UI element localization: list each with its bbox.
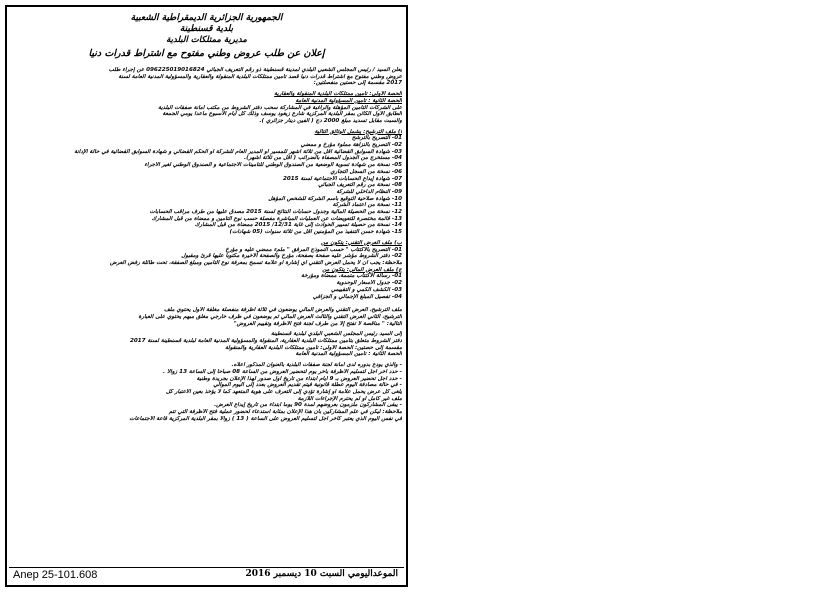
notice-body (11, 67, 402, 422)
line-spacer (11, 300, 402, 307)
body-line: ج) ملف العرض المالي: يتكون من (322, 266, 402, 273)
body-line: يعلن السيد / رئيس المجلس الشعبي البلدي لمدينة قسنطينة ذو رقم التعريف الجبائي 096225019016824 عن إجراء طلب (108, 67, 402, 73)
body-line: إلى السيد رئيس المجلس الشعبي البلدي لبلدية قسنطينة (270, 331, 402, 338)
body-line: 12- نسخة من الحصيلة المالية وجدول حسابات النتائج لسنة 2015 مصدق عليها من طرف مراقب الحسابات (149, 209, 402, 216)
body-line: 02- جدول الأسعار الوحدوية (336, 280, 402, 287)
body-line: 10- شهادة صلاحية التوقيع باسم الشركة للشخص المؤهل (268, 195, 402, 202)
body-line: التالية: " مناقصة لا تفتح إلا من طرف لجنة فتح الأظرفة وتقييم العروض" (233, 320, 402, 327)
body-line: 01- التصريح بالترشح (351, 135, 402, 142)
body-line: - حدد آخر أجل لتسليم الأظرفة بآخر يوم لتحضير العروض من الساعة 08 صباحا إلى الساعة 13 زوالا . (163, 368, 402, 375)
notice-header-municipality: بلدية قسنطينة (179, 24, 234, 34)
body-line: ب) ملف العرض التقني: يتكون من (321, 239, 402, 246)
body-line: 13- قائمة مختصرة للتعويضات عن العمليات المباشرة مفصلة حسب نوع التأمين و ممضاة من قبل المشارك (151, 215, 402, 222)
body-line: في نفس اليوم الذي يعتبر كآخر أجل لتسليم العروض على الساعة ( 13 ) زوالا بمقر البلدية المركزية قاعة الاجتماعات (129, 415, 402, 422)
publication-date: الموعداليومي السبت 10 ديسمبر 2016 (245, 569, 398, 579)
body-line: 01- رسالة الاكتتاب متممة، ممضاة ومؤرخة (301, 273, 402, 280)
body-line: ملف غير كامل أو لم يحترم الإجراءات اللازمة (297, 395, 402, 402)
body-line: 05- نسخة من شهادة تسوية الوضعية من الصندوق الوطني للتأمينات الاجتماعية و الصندوق الوطني لغير الأجراء (144, 162, 402, 169)
body-line: 02- التصريح بالنزاهة مملوء مؤرخ و ممضي (300, 142, 402, 149)
body-line: دفتر الشروط متعلق بتأمين ممتلكات البلدية العقارية، المنقولة والمسؤولية المدنية العامة لبلدية قسنطينة لسنة 2017 (130, 338, 402, 345)
body-line: 2017 مقسمة إلى حصتين منفصلتين: (313, 80, 402, 87)
body-line: الحصة الثانية : تأمين المسؤولية المدنية العامة (295, 97, 402, 104)
body-line: عروض وطني مفتوح مع اشتراط قدرات دنيا قصد تأمين ممتلكات البلدية المنقولة والعقارية والمسؤولية المدنية العامة لسنة (118, 73, 402, 80)
body-line: 03- شهادة السوابق القضائية أقل من ثلاثة أشهر للمسير أو المدير العام للشركة أو الحكم القضائي و شهادة السوابق القضائية في حالة الإدانة (74, 148, 402, 155)
body-line: 07- شهادة إيداع الحسابات الاجتماعية لسنة 2015 (282, 175, 402, 182)
body-line: - في حالة مصادفة اليوم عطلة قانونية فيتم تقديم العروض بعدد إلى اليوم الموالي (213, 382, 402, 389)
body-line: على الشركات التأمين المؤهلة والراغبة في المشاركة سحب دفتر الشروط من مكتب أمانة صفقات البلدية (158, 104, 402, 111)
body-line: الحصة الثانية : تأمين المسؤولية المدنية العامة (295, 351, 402, 358)
anep-reference: Anep 25-101.608 (13, 569, 98, 581)
body-line: - حدد أجل تحضير العروض بـ 9 أيام ابتداء من تاريخ أول صدور لهذا الإعلان بجريدة وطنية (196, 375, 402, 382)
body-line: ملف الترشيح، العرض التقني والعرض المالي يوضعون في ثلاثة أظرفة منفصلة مغلقة الأول يحتوي ملف (163, 307, 402, 314)
notice-title: إعلان عن طلب عروض وطني مفتوح مع اشتراط قدرات دنيا (88, 48, 325, 59)
body-line: 14- نسخة من حصيلة تسيير الحوادث إلى غاية 12/31/ 2015 ممضاة من قبل المشارك (194, 222, 402, 229)
notice-content (11, 13, 402, 563)
body-line: 02- دفتر الشروط مؤشر عليه صفحة بصفحة، مؤرخ والصفحة الأخيرة مكتوبا عليها قرئ ومقبول (181, 253, 402, 260)
body-line: ملاحظة: يجب أن لا يحمل العرض التقني أي إشارة أو علامة تسمح بمعرفة نوع التأمين ومبلغ الصفقة، تحت طائلة رفض العرض (109, 259, 402, 266)
notice-footer (9, 567, 404, 583)
body-line: أ) ملف الترشيح: يشمل الوثائق التالية (314, 128, 402, 135)
body-line: يلغى كل عرض يحمل علامة أو إشارة تؤدي إلى التعرف على هوية المتعهد كما لا يؤخذ بعين الاعتبار كل (165, 388, 402, 395)
body-line: الطابق الأول الكائن بمقر البلدية المركزية شارع زيغود يوسف وذلك كل أيام الأسبوع ماعدا يومي الجمعة (162, 111, 402, 118)
body-line: الترشيح، الثاني العرض التقني والثالث العرض المالي ثم يوضعون في ظرف خارجي مغلق مبهم يحتوي على العبارة (138, 313, 402, 320)
body-line: 15- شهادة حسن التنفيذ من المؤمنين أقل من ثلاثة سنوات (05 شهادات) (229, 229, 402, 236)
body-line: والسبت مقابل تسديد مبلغ 2000 دج ( ألفين دينار جزائري ). (259, 117, 402, 124)
body-line: 01- التصريح بالاكتتاب " حسب النموذج المرفق " ملمء ممضي عليه و مؤرخ (225, 246, 402, 253)
body-line: 04- مستخرج من الجدول المصفاة بالضرائب ( أقل من ثلاثة أشهر). (243, 155, 402, 162)
body-line: 04- تفصيل المبلغ الإجمالي و الجزافي (312, 293, 402, 300)
body-line: 09- النظام الداخلي للشركة (336, 188, 402, 195)
body-line: مقسمة إلى حصتين: الحصة الأولى: تأمين ممتلكات البلدية العقارية والمنقولة (225, 344, 402, 351)
body-line: 08- نسخة من رقم التعريف الجبائي (318, 182, 402, 189)
body-line: 03- الكشف الكمي و التقييمي (330, 286, 402, 293)
notice-header-republic: الجمهورية الجزائرية الديمقراطية الشعبية (130, 13, 283, 23)
tender-notice (5, 5, 408, 587)
body-line: 11- نسخة من اعتماد الشركة (332, 202, 402, 209)
body-line: الحصة الأولى: تأمين ممتلكات البلدية المنقولة والعقارية (274, 91, 402, 98)
notice-header-directorate: مديرية ممتلكات البلدية (166, 35, 247, 45)
body-line: - يبقى المشاركون ملزمون بعروضهم لمدة 90 يوما ابتداء من تاريخ إيداع العرض. (214, 402, 402, 409)
body-line: 06- نسخة من السجل التجاري (330, 168, 402, 175)
body-line: - والذي يودع بدوره لدى أمانة لجنة صفقات البلدية بالعنوان المذكور أعلاه. (231, 362, 402, 369)
body-line: ملاحظة: ليكن في علم المشاركين بأن هذا الإعلان بمثابة استدعاء لحضور عملية فتح الأظرفة التي تتم (168, 409, 402, 416)
